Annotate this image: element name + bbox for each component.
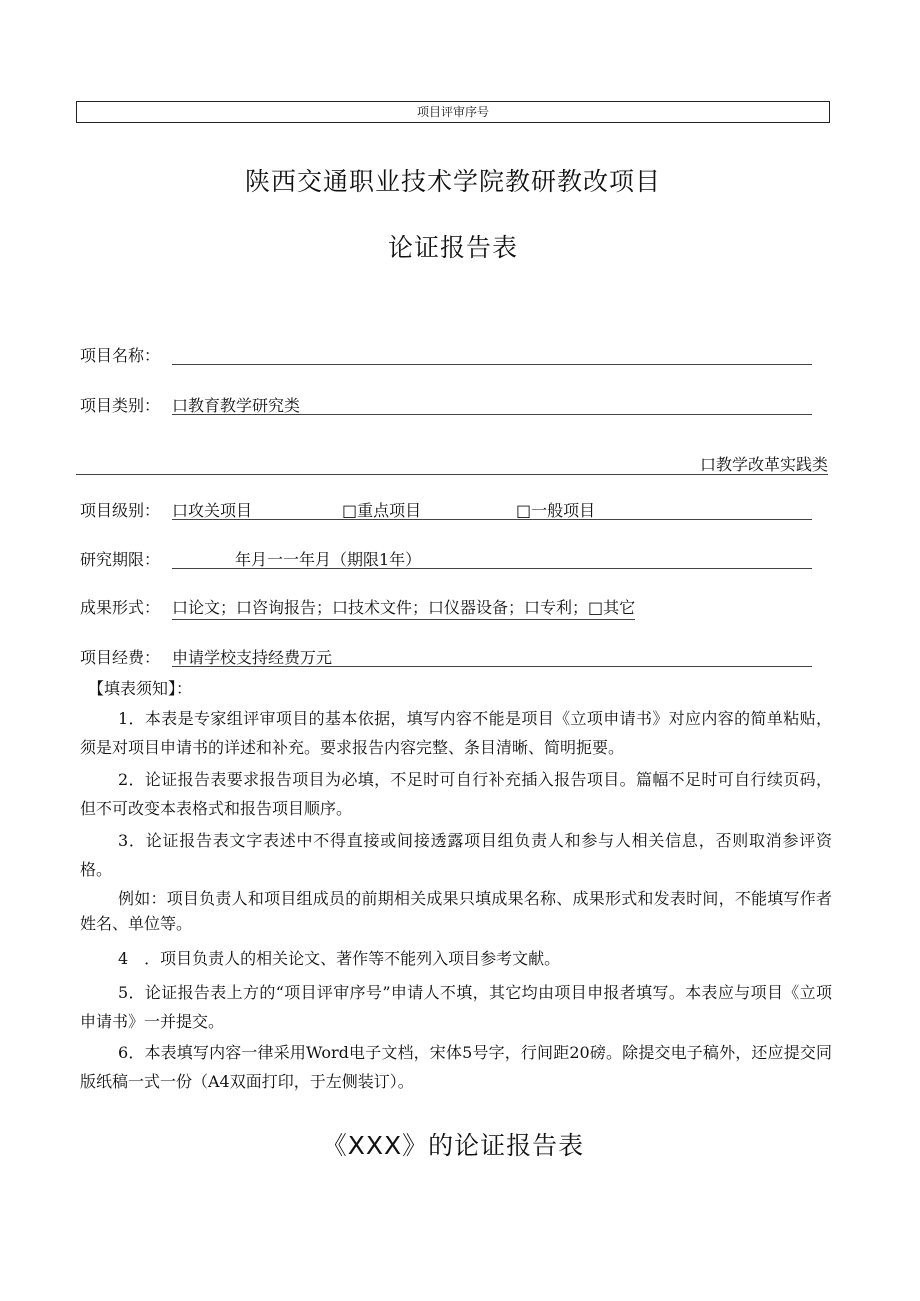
report-form-title: 《XXX》的论证报告表 xyxy=(321,1131,585,1160)
instruction-item: 5．论证报告表上方的“项目评审序号”申请人不填，其它均由项目申报者填写。本表应与项目《立项申请书》一并提交。 xyxy=(80,983,832,1031)
project-category-field xyxy=(80,393,812,417)
level-option-general[interactable]: □一般项目 xyxy=(516,501,596,520)
category-option-teaching-research[interactable]: 口教育教学研究类 xyxy=(172,396,301,415)
outcome-form-label: 成果形式： xyxy=(80,598,161,617)
document-subtitle: 论证报告表 xyxy=(387,233,518,262)
instructions-heading: 【填表须知】： xyxy=(88,679,193,698)
project-funding-field xyxy=(80,645,812,669)
category-option-teaching-reform[interactable]: 口教学改革实践类 xyxy=(699,455,828,474)
instruction-item: 3．论证报告表文字表述中不得直接或间接透露项目组负责人和参与人相关信息，否则取消参评资格。 xyxy=(80,831,832,879)
project-funding-label: 项目经费： xyxy=(80,648,161,667)
project-level-label: 项目级别： xyxy=(80,501,161,520)
document-title: 陕西交通职业技术学院教研教改项目 xyxy=(244,167,661,196)
instruction-item: 1．本表是专家组评审项目的基本依据，填写内容不能是项目《立项申请书》对应内容的简单粘贴，须是对项目申请书的详述和补充。要求报告内容完整、条目清晰、简明扼要。 xyxy=(80,709,832,757)
project-name-label: 项目名称： xyxy=(80,346,161,365)
outcome-form-field xyxy=(80,595,812,619)
project-level-line xyxy=(172,519,812,520)
instruction-example: 例如：项目负责人和项目组成员的前期相关成果只填成果名称、成果形式和发表时间，不能填写作者姓名、单位等。 xyxy=(80,889,832,933)
project-category-label: 项目类别： xyxy=(80,396,161,415)
level-option-key-challenge[interactable]: 口攻关项目 xyxy=(172,501,253,520)
project-name-field xyxy=(80,343,812,367)
research-period-label: 研究期限： xyxy=(80,550,161,569)
project-name-input-line[interactable] xyxy=(172,364,812,365)
research-period-value: 年月一一年月（期限1年） xyxy=(235,550,422,569)
instruction-item: 2．论证报告表要求报告项目为必填，不足时可自行补充插入报告项目。篇幅不足时可自行续页码，但不可改变本表格式和报告项目顺序。 xyxy=(80,770,832,818)
instruction-item: 6．本表填写内容一律采用Word电子文档，宋体5号字，行间距20磅。除提交电子稿外，还应提交同版纸稿一式一份（A4双面打印，于左侧装订）。 xyxy=(80,1043,832,1091)
level-option-key[interactable]: □重点项目 xyxy=(342,501,422,520)
project-category-row-2 xyxy=(76,452,828,475)
review-serial-label: 项目评审序号 xyxy=(416,105,489,119)
project-level-field xyxy=(80,498,812,522)
review-serial-number-box[interactable] xyxy=(76,101,830,123)
outcome-form-options[interactable]: 口论文；口咨询报告；口技术文件；口仪器设备；口专利；□其它 xyxy=(172,595,635,620)
project-funding-value: 申请学校支持经费万元 xyxy=(172,648,333,667)
research-period-field xyxy=(80,547,812,571)
instruction-item: 4 ．项目负责人的相关论文、著作等不能列入项目参考文献。 xyxy=(118,949,561,968)
